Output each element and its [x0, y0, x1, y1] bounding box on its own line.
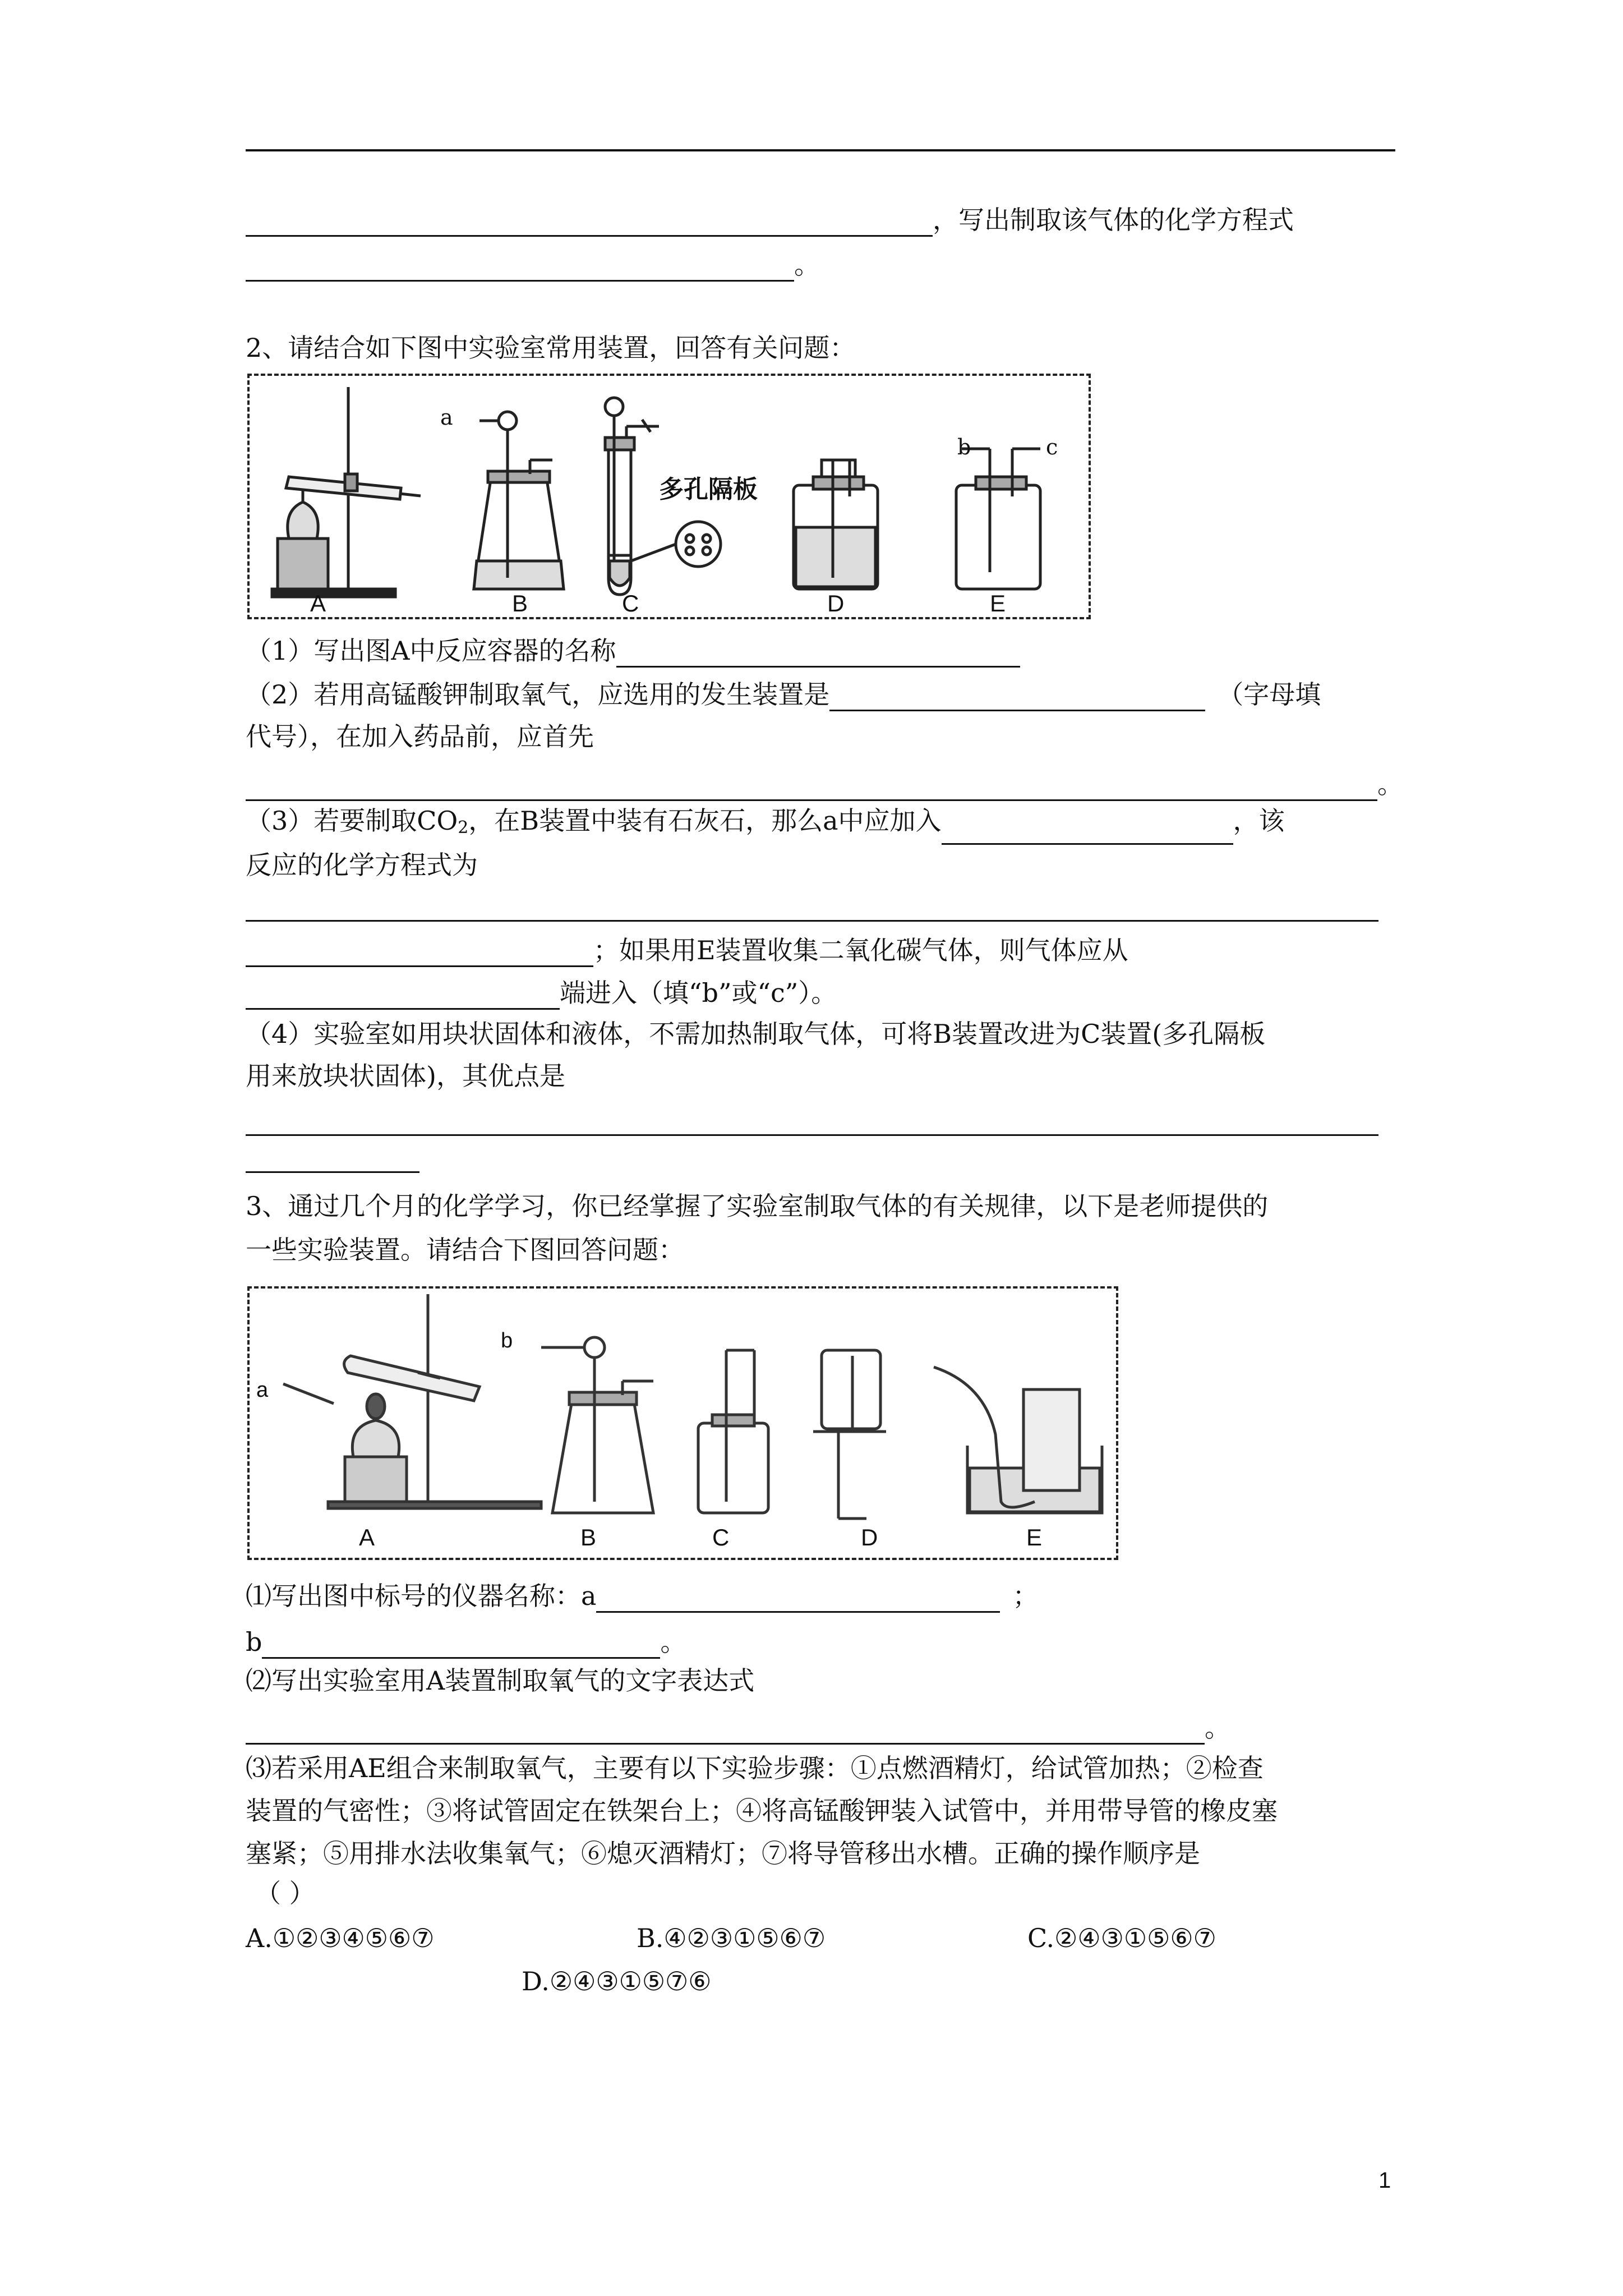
- pin-label-a: a: [440, 405, 453, 430]
- q3-part-2-blank-line: 。: [246, 1711, 1230, 1745]
- option-a[interactable]: A.①②③④⑤⑥⑦: [246, 1923, 435, 1953]
- answer-blank[interactable]: [596, 1582, 1000, 1613]
- porous-plate-label: 多孔隔板: [659, 475, 758, 504]
- q3-apparatus-figure: [247, 1286, 1118, 1560]
- q2-part-3-line-2: 反应的化学方程式为: [246, 850, 478, 880]
- answer-blank[interactable]: [942, 814, 1233, 845]
- apparatus-b-icon: [474, 412, 564, 589]
- option-c[interactable]: C.②④③①⑤⑥⑦: [1027, 1923, 1216, 1953]
- answer-blank[interactable]: [246, 979, 560, 1010]
- q3-part-1-line-1: ⑴写出图中标号的仪器名称：a ；: [246, 1579, 1038, 1613]
- q3-part-3-line-2: 装置的气密性；③将试管固定在铁架台上；④将高锰酸钾装入试管中，并用带导管的橡皮塞: [246, 1796, 1278, 1826]
- q2-part-3-line-5: 端进入（填“b”或“c”）。: [246, 976, 837, 1010]
- q3-part-3-line-3: 塞紧；⑤用排水法收集氧气；⑥熄灭酒精灯；⑦将导管移出水槽。正确的操作顺序是: [246, 1838, 1200, 1869]
- apparatus-e-icon: [934, 1367, 1102, 1513]
- figure-label-b: B: [512, 590, 528, 616]
- q2-stem: 2、请结合如下图中实验室常用装置，回答有关问题：: [246, 333, 856, 363]
- answer-blank[interactable]: [246, 936, 593, 967]
- answer-blank[interactable]: [246, 206, 933, 237]
- q2-part-2-line-3: 。: [246, 767, 1403, 801]
- answer-parentheses[interactable]: （ ）: [255, 1878, 315, 1908]
- option-b[interactable]: B.④②③①⑤⑥⑦: [637, 1923, 826, 1953]
- answer-blank[interactable]: [262, 1628, 660, 1659]
- figure-label-a: A: [359, 1524, 375, 1550]
- q2-part-2-line-2: 代号），在加入药品前，应首先: [246, 721, 594, 752]
- q2-part-1: （1）写出图A中反应容器的名称: [246, 634, 1020, 668]
- apparatus-a-icon: [272, 387, 421, 597]
- apparatus-e-icon: [956, 449, 1040, 589]
- pin-label-b: b: [957, 435, 971, 459]
- q2-part-3-line-4: ；如果用E装置收集二氧化碳气体，则气体应从: [246, 933, 1128, 967]
- q3-part-3-line-1: ⑶若采用AE组合来制取氧气，主要有以下实验步骤：①点燃酒精灯，给试管加热；②检查: [246, 1753, 1264, 1783]
- figure-label-b: B: [580, 1524, 597, 1550]
- answer-blank[interactable]: [616, 637, 1020, 668]
- answer-blank[interactable]: [246, 920, 1378, 922]
- answer-blank[interactable]: [246, 1714, 1205, 1745]
- q3-stem-line-1: 3、通过几个月的化学学习，你已经掌握了实验室制取气体的有关规律，以下是老师提供的: [246, 1191, 1269, 1221]
- header-rule: [246, 149, 1395, 151]
- figure-label-c: C: [622, 590, 639, 616]
- pin-label-c: c: [1046, 435, 1058, 459]
- figure-label-e: E: [1026, 1524, 1043, 1550]
- pin-label-a: a: [256, 1378, 269, 1402]
- q3-stem-line-2: 一些实验装置。请结合下图回答问题：: [246, 1235, 684, 1265]
- q2-part-4-line-1: （4）实验室如用块状固体和液体，不需加热制取气体，可将B装置改进为C装置(多孔隔板: [246, 1019, 1266, 1049]
- apparatus-a-icon: [283, 1294, 541, 1508]
- answer-blank[interactable]: [246, 1171, 419, 1173]
- answer-blank[interactable]: [246, 251, 794, 282]
- q2-apparatus-figure: [247, 374, 1091, 619]
- q3-part-2: ⑵写出实验室用A装置制取氧气的文字表达式: [246, 1665, 755, 1696]
- option-d[interactable]: D.②④③①⑤⑦⑥: [522, 1966, 712, 1996]
- figure-label-c: C: [712, 1524, 730, 1550]
- page-number: 1: [1378, 2168, 1391, 2193]
- q3-part-1-line-2: b 。: [246, 1625, 686, 1659]
- q2-part-3-line-1: （3）若要制取$CO_2$，在B装置中装有石灰石，那么a中应加入 ，该: [246, 804, 1285, 845]
- apparatus-b-icon: [541, 1337, 653, 1513]
- apparatus-d-icon: [813, 1350, 886, 1519]
- figure-label-d: D: [827, 590, 845, 616]
- pin-label-b: b: [501, 1329, 513, 1352]
- figure-label-e: E: [990, 590, 1006, 616]
- apparatus-c-icon: [698, 1350, 768, 1513]
- prev-line-2: 。: [246, 248, 820, 282]
- answer-blank[interactable]: [246, 1134, 1378, 1136]
- answer-blank[interactable]: [246, 770, 1377, 801]
- q2-part-4-line-2: 用来放块状固体)，其优点是: [246, 1061, 565, 1091]
- prev-line-1: ，写出制取该气体的化学方程式: [246, 203, 1294, 237]
- figure-label-d: D: [861, 1524, 878, 1550]
- q2-part-2-line-1: （2）若用高锰酸钾制取氧气，应选用的发生装置是 （字母填: [246, 678, 1321, 711]
- answer-blank[interactable]: [829, 680, 1205, 711]
- figure-label-a: A: [310, 590, 326, 616]
- apparatus-d-icon: [794, 460, 878, 589]
- q3-apparatus-drawing: [250, 1289, 1116, 1558]
